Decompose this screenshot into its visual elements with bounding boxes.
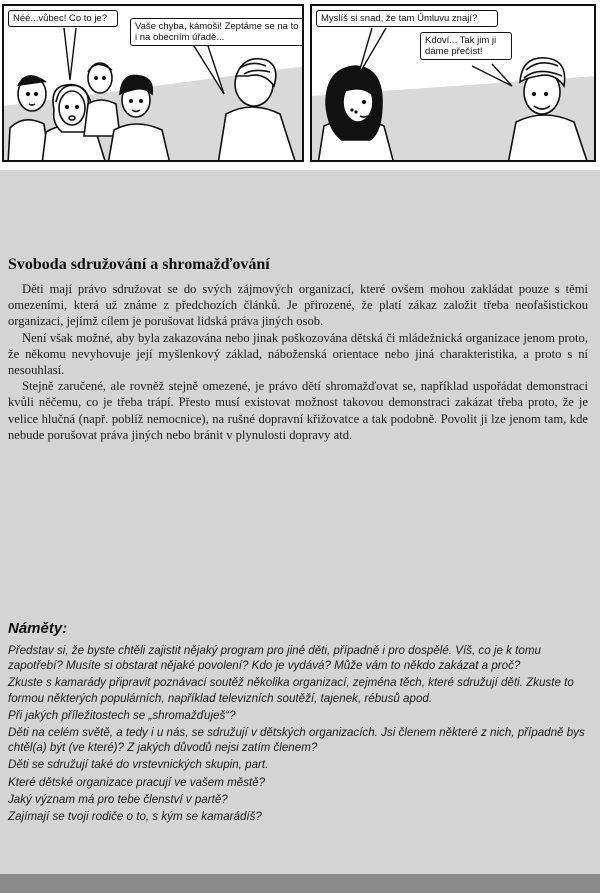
idea-item: Zajímají se tvoji rodiče o to, s kým se kamarádíš? — [8, 810, 262, 824]
article-body — [8, 281, 588, 443]
article-paragraph: Stejně zaručené, ale rovněž stejně omezené, je právo dětí shromažďovat se, například uspořádat demonstraci kvůli něčemu, co je třeba trápí. Přesto musí existovat možnost takovou demonstraci zakázat třeba proto, že je velice hlučná (např. poblíž nemocnice), na rušné dopravní křižovatce a tak podobně. Povolit ji lze jenom tam, kde nebude porušovat práva jiných nebo bránit v plynulosti dopravy atd. — [8, 379, 588, 442]
ideas-title: Náměty: — [8, 620, 68, 637]
comic-panel-left — [2, 4, 304, 162]
comic-strip — [0, 0, 600, 168]
comic-illustration-group — [312, 6, 596, 162]
comic-panel-right — [310, 4, 596, 162]
idea-item: Jaký význam má pro tebe členství v partě? — [8, 792, 228, 806]
ideas-section — [8, 620, 592, 826]
speech-bubble: Myslíš si snad, že tam Úmluvu znají? — [316, 10, 498, 27]
idea-item: Při jakých příležitostech se „shromažďuješ“? — [8, 708, 236, 722]
article-section — [0, 170, 600, 874]
idea-item: Představ si, že byste chtěli zajistit nějaký program pro jiné děti, případně i pro dospělé. Víš, co je k tomu zapotřebí? Musíte si obstarat nějaké povolení? Kdo je vydává? Může vám to někdo zakázat a proč? — [8, 644, 541, 673]
idea-item: Děti na celém světě, a tedy i u nás, se sdružují v dětských organizacích. Jsi členem některé z nich, případně bys chtěl(a) být (ve které)? Z jakých důvodů nejsi zatím členem? — [8, 726, 585, 755]
speech-bubble: Vaše chyba, kámoši! Zeptáme se na to i na obecním úřadě... — [130, 18, 304, 46]
article-paragraph: Děti mají právo sdružovat se do svých zájmových organizací, které ovšem mohou zakládat pouze s těmi omezeními, která už známe z předchozích článků. Je přirozené, že platí zákaz založit třeba neofašistickou organizaci, jejímž cílem je porušovat lidská práva jiných osob. — [8, 282, 588, 329]
idea-item: Které dětské organizace pracují ve vašem městě? — [8, 775, 266, 789]
speech-bubble: Kdoví... Tak jim ji dáme přečíst! — [420, 32, 512, 60]
article-paragraph: Není však možné, aby byla zakazována nebo jinak poškozována dětská či mládežnická organizace jenom proto, že někomu nevyhovuje její myšlenkový základ, náboženská orientace nebo jiná charakteristika, a proto s ní nesouhlasí. — [8, 330, 588, 378]
speech-bubble: Néé...vůbec! Co to je? — [8, 10, 118, 27]
idea-item: Zkuste s kamarády připravit poznávací soutěž několika organizací, zejména těch, které sdružují děti. Zkuste to formou některých populárních, například televizních soutěží, tajenek, rébusů apod. — [8, 676, 574, 705]
idea-item: Děti se sdružují také do vrstevnických skupin, part. — [8, 758, 269, 772]
footer-bar — [0, 874, 600, 893]
article-title: Svoboda sdružování a shromažďování — [8, 256, 270, 273]
